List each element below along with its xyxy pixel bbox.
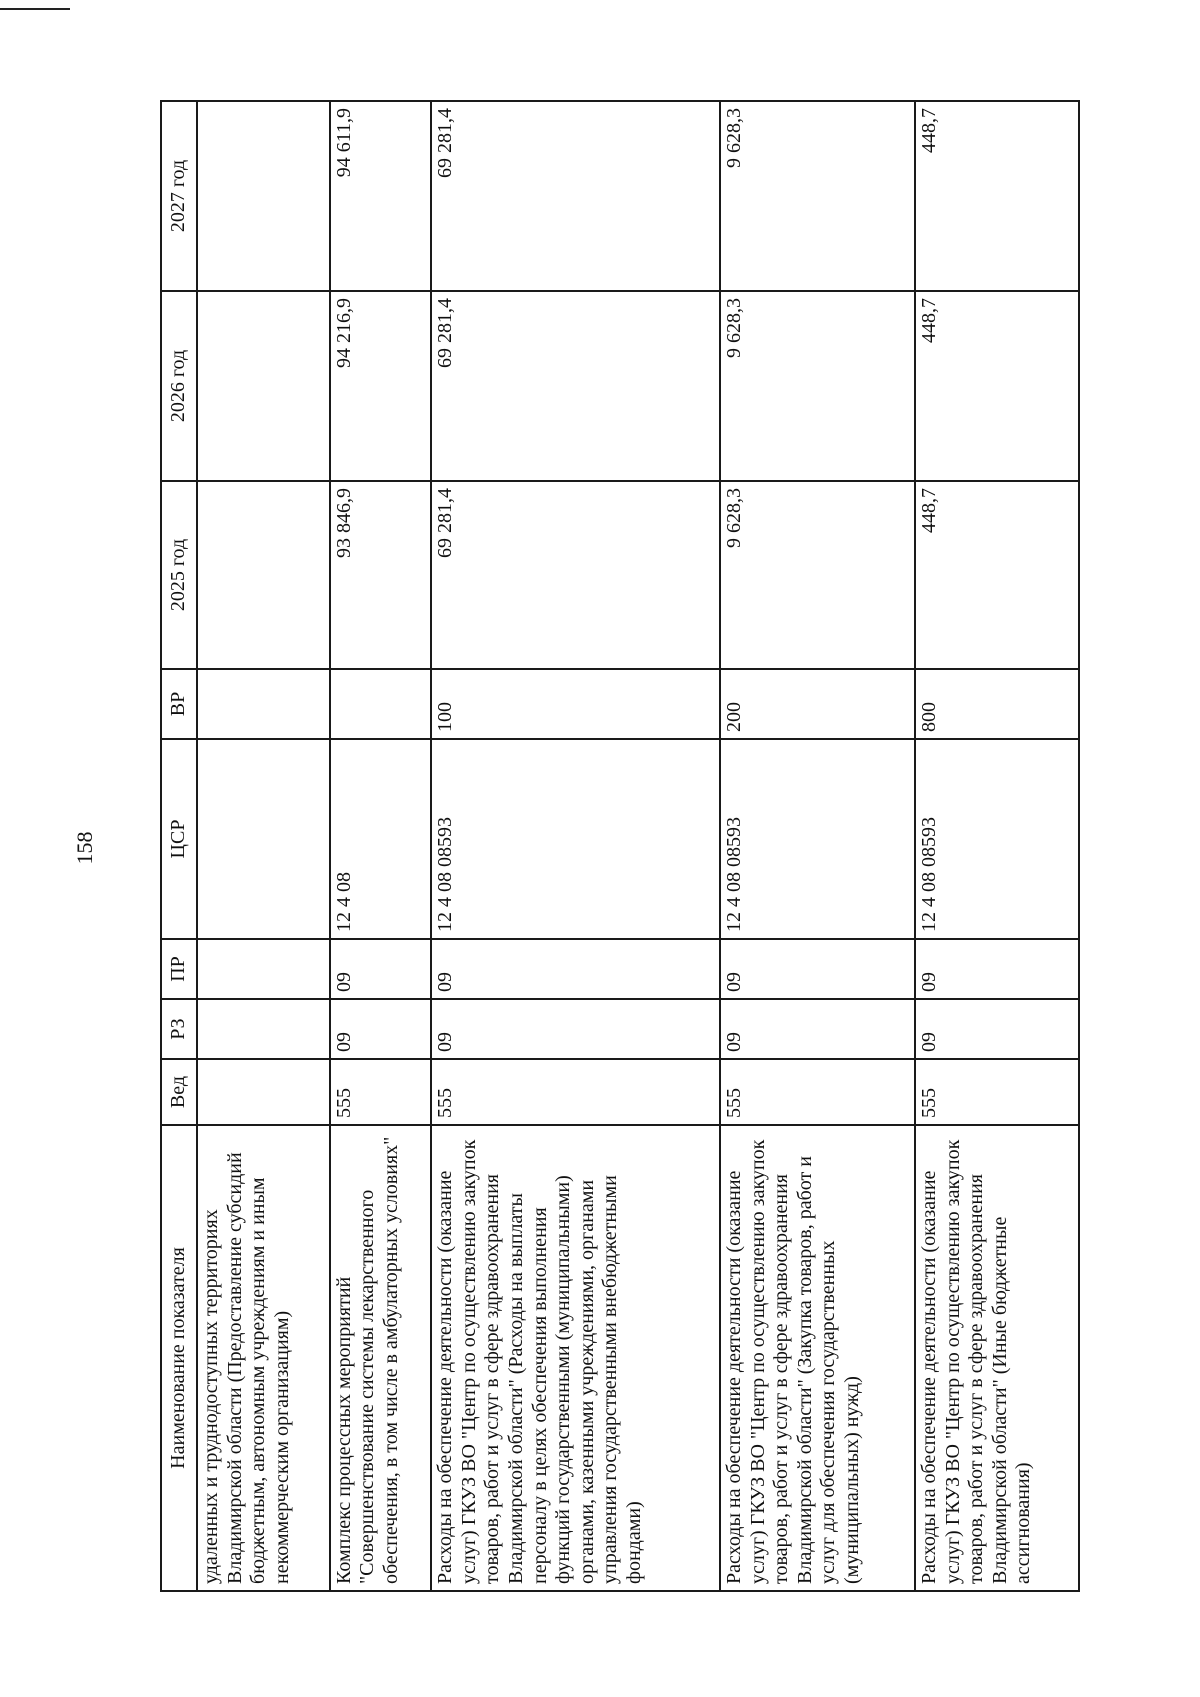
cell-vr: 200: [720, 669, 915, 739]
cell-rz: 09: [431, 999, 720, 1059]
cell-name: Расходы на обеспечение деятельности (оказание услуг) ГКУЗ ВО "Центр по осуществлению закупок товаров, работ и услуг в сфере здравоохранения Владимирской области" (Иные бюджетные ассигнования): [915, 1125, 1079, 1591]
cell-csr: 12 4 08 08593: [720, 739, 915, 939]
cell-ved: 555: [431, 1059, 720, 1125]
cell-2027: 9 628,3: [720, 101, 915, 291]
cell-ved: [197, 1059, 330, 1125]
cell-csr: 12 4 08 08593: [915, 739, 1079, 939]
cell-2026: 448,7: [915, 291, 1079, 481]
cell-rz: 09: [915, 999, 1079, 1059]
cell-ved: 555: [330, 1059, 432, 1125]
cell-2026: [197, 291, 330, 481]
cell-vr: [330, 669, 432, 739]
cell-rz: [197, 999, 330, 1059]
header-ved: Вед: [161, 1059, 197, 1125]
header-2026: 2026 год: [161, 291, 197, 481]
header-rz: РЗ: [161, 999, 197, 1059]
budget-table-container: [160, 102, 1080, 1592]
cell-2025: 448,7: [915, 481, 1079, 669]
cell-csr: 12 4 08 08593: [431, 739, 720, 939]
cell-name: удаленных и труднодоступных территориях Владимирской области (Предоставление субсидий бюджетным, автономным учреждениям и иным некоммерческим организациям): [197, 1125, 330, 1591]
cell-2025: [197, 481, 330, 669]
cell-pr: 09: [915, 939, 1079, 999]
header-name: Наименование показателя: [161, 1125, 197, 1591]
header-2027: 2027 год: [161, 101, 197, 291]
cell-2025: 9 628,3: [720, 481, 915, 669]
table-row: [915, 101, 1079, 1591]
header-row: [161, 101, 197, 1591]
budget-table: [160, 100, 1080, 1592]
table-row: [197, 101, 330, 1591]
cell-2026: 9 628,3: [720, 291, 915, 481]
cell-2026: 69 281,4: [431, 291, 720, 481]
header-pr: ПР: [161, 939, 197, 999]
cell-2027: 448,7: [915, 101, 1079, 291]
cell-ved: 555: [915, 1059, 1079, 1125]
header-csr: ЦСР: [161, 739, 197, 939]
cell-ved: 555: [720, 1059, 915, 1125]
cell-2027: [197, 101, 330, 291]
cell-name: Расходы на обеспечение деятельности (оказание услуг) ГКУЗ ВО "Центр по осуществлению закупок товаров, работ и услуг в сфере здравоохранения Владимирской области" (Расходы на выплаты персоналу в целях обеспечения выполнения функций государственными (муниципальными) органами, казенными учреждениями, органами управления государственными внебюджетными фондами): [431, 1125, 720, 1591]
cell-vr: 800: [915, 669, 1079, 739]
cell-pr: 09: [720, 939, 915, 999]
cell-2027: 69 281,4: [431, 101, 720, 291]
cell-pr: 09: [431, 939, 720, 999]
table-row: [431, 101, 720, 1591]
cell-2025: 93 846,9: [330, 481, 432, 669]
cell-vr: [197, 669, 330, 739]
cell-name: Расходы на обеспечение деятельности (оказание услуг) ГКУЗ ВО "Центр по осуществлению закупок товаров, работ и услуг в сфере здравоохранения Владимирской области" (Закупка товаров, работ и услуг для обеспечения государственных (муниципальных) нужд): [720, 1125, 915, 1591]
cell-pr: 09: [330, 939, 432, 999]
table-row: [720, 101, 915, 1591]
cell-2027: 94 611,9: [330, 101, 432, 291]
header-vr: ВР: [161, 669, 197, 739]
table-row: [330, 101, 432, 1591]
header-2025: 2025 год: [161, 481, 197, 669]
cell-vr: 100: [431, 669, 720, 739]
cell-rz: 09: [330, 999, 432, 1059]
cell-csr: [197, 739, 330, 939]
cell-csr: 12 4 08: [330, 739, 432, 939]
cell-name: Комплекс процессных мероприятий "Совершенствование системы лекарственного обеспечения, в том числе в амбулаторных условиях": [330, 1125, 432, 1591]
cell-2026: 94 216,9: [330, 291, 432, 481]
scan-edge-mark: [0, 8, 70, 10]
cell-pr: [197, 939, 330, 999]
page-number: 158: [72, 831, 97, 865]
cell-rz: 09: [720, 999, 915, 1059]
cell-2025: 69 281,4: [431, 481, 720, 669]
